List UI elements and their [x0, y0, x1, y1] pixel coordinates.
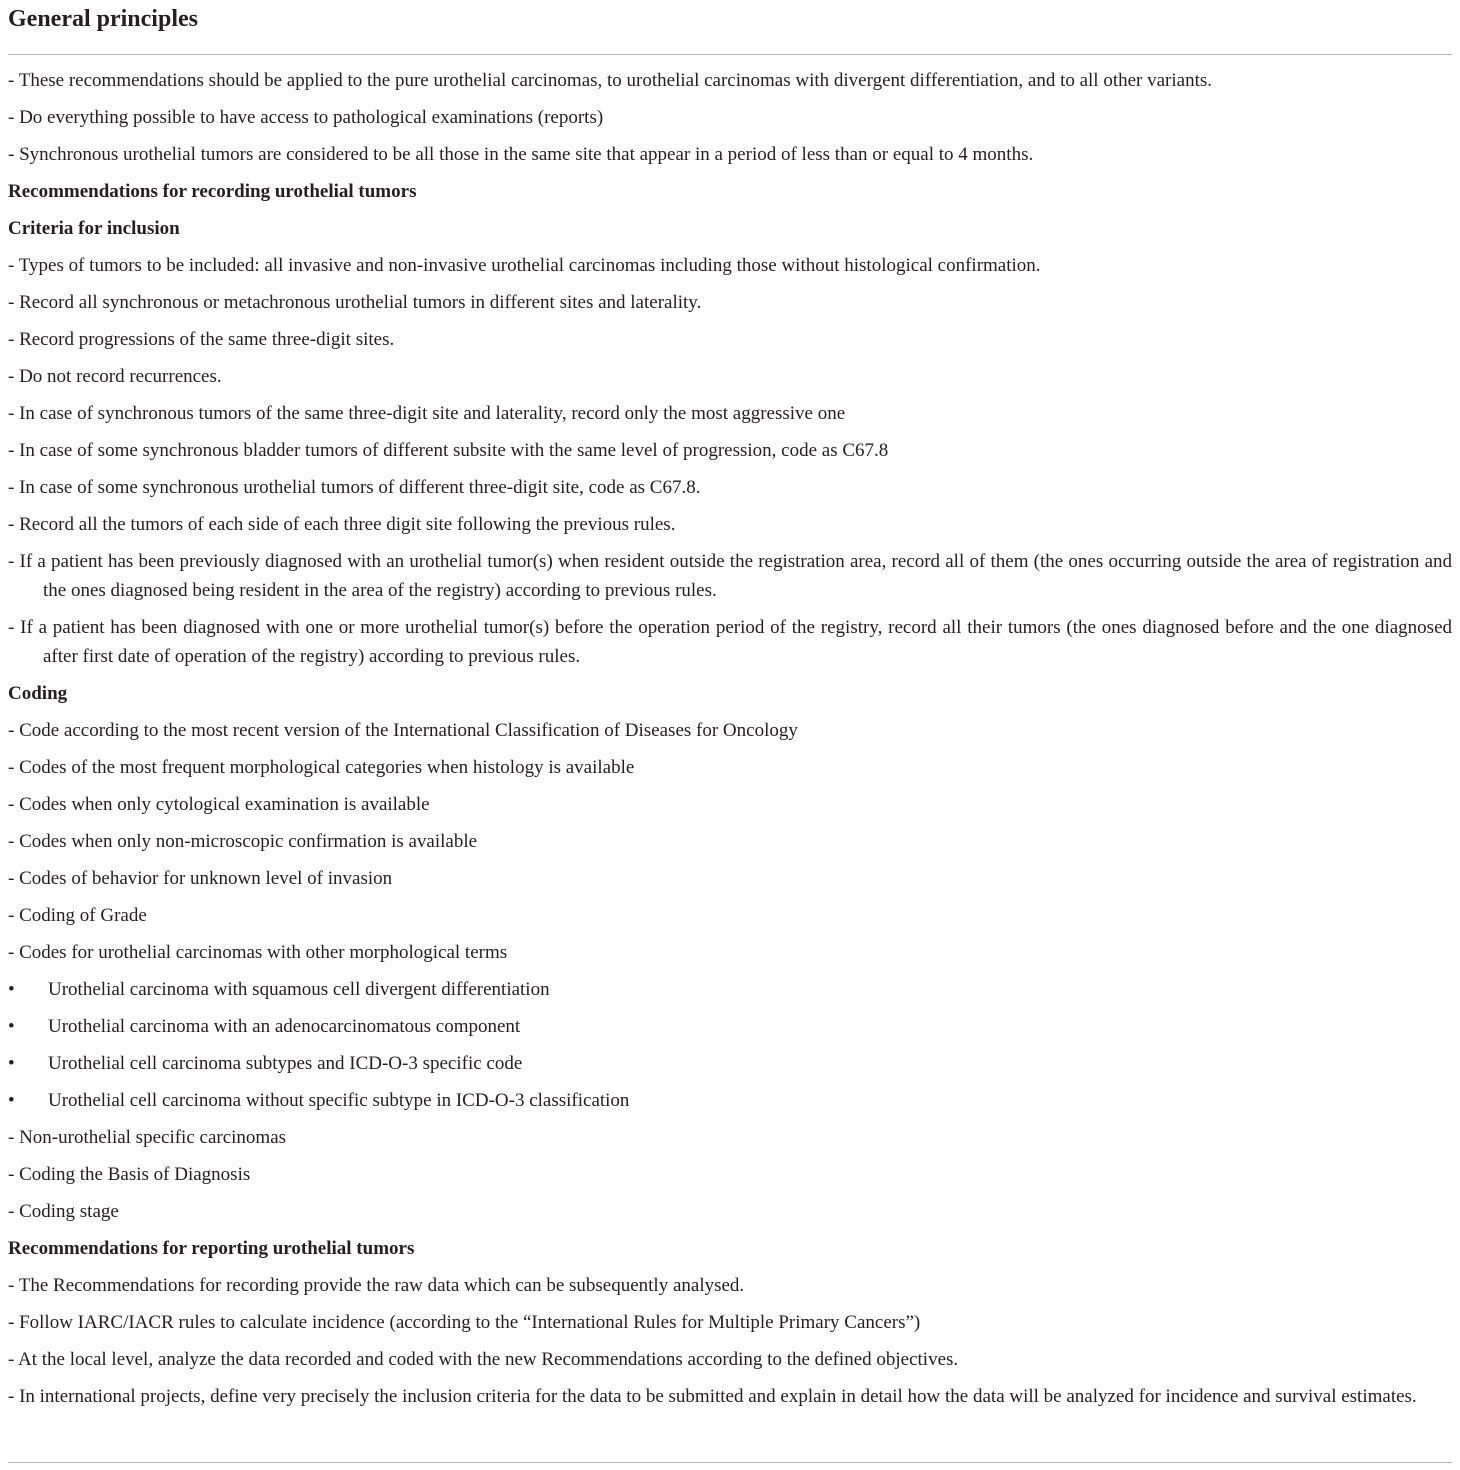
list-item: - These recommendations should be applied to the pure urothelial carcinomas, to urothelial carcinomas with divergent differentiation, and to all other variants. [8, 70, 1213, 91]
list-item: - In case of synchronous tumors of the same three-digit site and laterality, record only the most aggressive one [8, 403, 846, 424]
section-heading: Criteria for inclusion [8, 218, 180, 239]
list-item: - Codes of behavior for unknown level of invasion [8, 868, 393, 889]
bullet-icon: • [8, 979, 15, 1000]
list-item: - The Recommendations for recording provide the raw data which can be subsequently analysed. [8, 1275, 745, 1296]
list-item: - Types of tumors to be included: all invasive and non-invasive urothelial carcinomas including those without histological confirmation. [8, 255, 1041, 276]
list-item: - Record all synchronous or metachronous urothelial tumors in different sites and laterality. [8, 292, 702, 313]
list-item: - Record all the tumors of each side of each three digit site following the previous rules. [8, 514, 676, 535]
list-item: - Coding of Grade [8, 905, 147, 926]
bullet-item [8, 1086, 1452, 1115]
list-item: - Code according to the most recent version of the International Classification of Diseases for Oncology [8, 720, 798, 741]
top-rule [8, 54, 1452, 55]
bullet-text: Urothelial cell carcinoma without specific subtype in ICD-O-3 classification [48, 1090, 630, 1111]
bullet-text: Urothelial cell carcinoma subtypes and ICD-O-3 specific code [48, 1053, 523, 1074]
list-item: - Coding stage [8, 1201, 119, 1222]
bottom-rule [8, 1462, 1452, 1463]
list-item: - If a patient has been diagnosed with one or more urothelial tumor(s) before the operation period of the registry, record all their tumors (the ones diagnosed before and the one diagnosed after first date of operation of the registry) according to previous rules. [8, 617, 1452, 667]
list-item: - In case of some synchronous urothelial tumors of different three-digit site, code as C67.8. [8, 477, 701, 498]
section-heading: Recommendations for recording urothelial tumors [8, 181, 417, 202]
bullet-text: Urothelial carcinoma with squamous cell divergent differentiation [48, 979, 550, 1000]
bullet-item [8, 975, 1452, 1004]
bullet-icon: • [8, 1053, 15, 1074]
bullet-item [8, 1049, 1452, 1078]
bullet-icon: • [8, 1016, 15, 1037]
list-item: - Codes when only non-microscopic confirmation is available [8, 831, 478, 852]
list-item: - Codes when only cytological examination is available [8, 794, 430, 815]
list-item: - Codes for urothelial carcinomas with other morphological terms [8, 942, 508, 963]
list-item: - Follow IARC/IACR rules to calculate incidence (according to the “International Rules for Multiple Primary Cancers”) [8, 1312, 921, 1333]
recommendations-list [8, 66, 1452, 1411]
list-item: - Do not record recurrences. [8, 366, 222, 387]
bullet-item [8, 1012, 1452, 1041]
bullet-text: Urothelial carcinoma with an adenocarcinomatous component [48, 1016, 521, 1037]
list-item: - In case of some synchronous bladder tumors of different subsite with the same level of progression, code as C67.8 [8, 440, 889, 461]
list-item: - In international projects, define very precisely the inclusion criteria for the data to be submitted and explain in detail how the data will be analyzed for incidence and survival estimates. [8, 1386, 1417, 1407]
list-item: - If a patient has been previously diagnosed with an urothelial tumor(s) when resident outside the registration area, record all of them (the ones occurring outside the area of registration and the ones diagnosed being resident in the area of the registry) according to previous rules. [8, 551, 1452, 601]
list-item: - At the local level, analyze the data recorded and coded with the new Recommendations according to the defined objectives. [8, 1349, 959, 1370]
section-heading: Recommendations for reporting urothelial tumors [8, 1238, 415, 1259]
list-item: - Coding the Basis of Diagnosis [8, 1164, 251, 1185]
list-item: - Do everything possible to have access to pathological examinations (reports) [8, 107, 604, 128]
list-item: - Record progressions of the same three-digit sites. [8, 329, 395, 350]
list-item: - Codes of the most frequent morphological categories when histology is available [8, 757, 635, 778]
table-title: General principles [8, 6, 198, 32]
list-item: - Synchronous urothelial tumors are considered to be all those in the same site that appear in a period of less than or equal to 4 months. [8, 144, 1034, 165]
list-item: - Non-urothelial specific carcinomas [8, 1127, 287, 1148]
section-heading: Coding [8, 683, 68, 704]
bullet-icon: • [8, 1090, 15, 1111]
